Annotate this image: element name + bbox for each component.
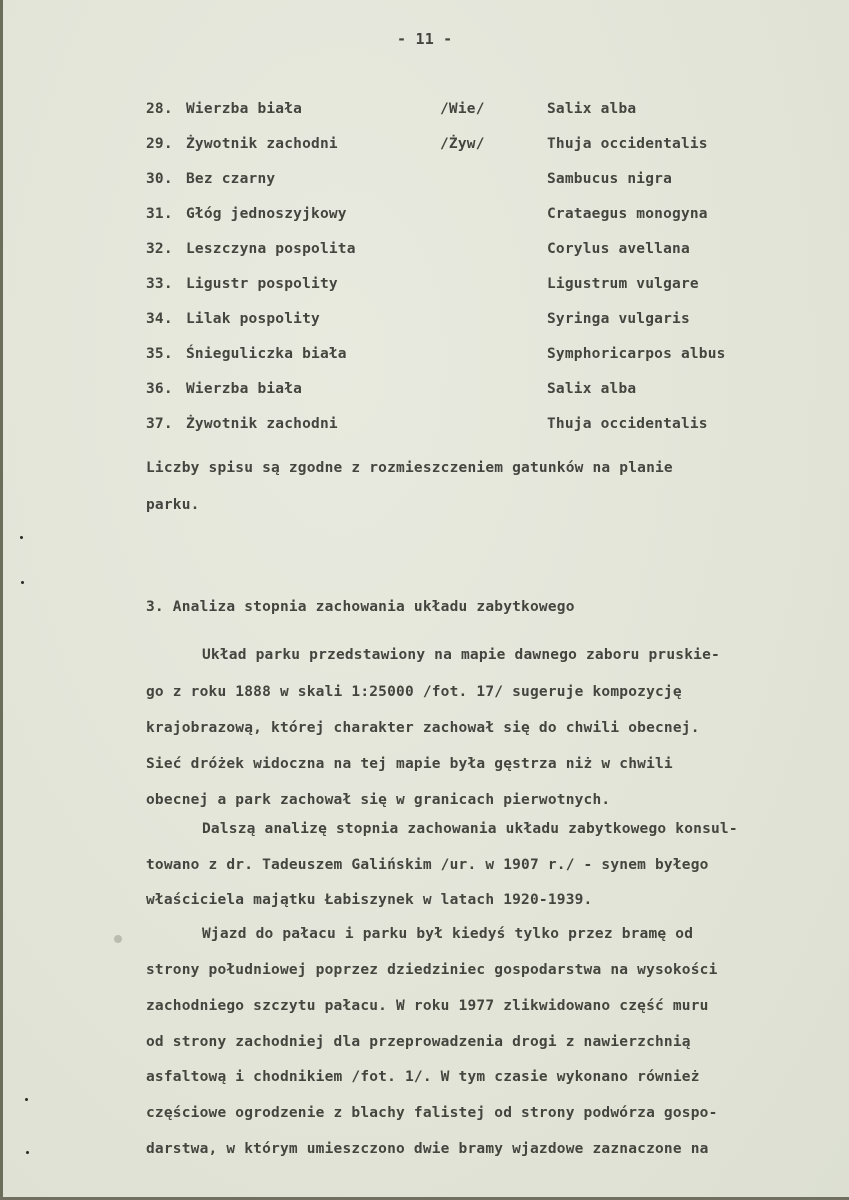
latin-name: Thuja occidentalis — [547, 416, 708, 432]
item-number: 36. — [146, 381, 173, 397]
paper-smudge — [114, 935, 122, 943]
note-line: parku. — [146, 497, 200, 513]
latin-name: Crataegus monogyna — [547, 206, 708, 222]
polish-name: Wierzba biała — [186, 101, 303, 117]
item-number: 31. — [146, 206, 173, 222]
page-left-edge — [0, 0, 3, 1200]
margin-mark — [25, 1098, 28, 1101]
paragraph-line: częściowe ogrodzenie z blachy falistej od strony podwórza gospo- — [146, 1105, 718, 1121]
margin-mark — [21, 581, 24, 584]
polish-name: Wierzba biała — [186, 381, 303, 397]
margin-mark — [26, 1151, 29, 1154]
paragraph-line: go z roku 1888 w skali 1:25000 /fot. 17/ sugeruje kompozycję — [146, 684, 682, 700]
latin-name: Sambucus nigra — [547, 171, 673, 187]
abbreviation: /Wie/ — [440, 101, 485, 117]
polish-name: Ligustr pospolity — [186, 276, 338, 292]
item-number: 34. — [146, 311, 173, 327]
note-line: Liczby spisu są zgodne z rozmieszczeniem gatunków na planie — [146, 460, 673, 476]
paragraph-line: strony południowej poprzez dziedziniec gospodarstwa na wysokości — [146, 962, 718, 978]
page-number: - 11 - — [397, 30, 453, 48]
paragraph-line: asfaltową i chodnikiem /fot. 1/. W tym czasie wykonano również — [146, 1069, 700, 1085]
margin-mark — [20, 536, 23, 539]
paragraph-line: zachodniego szczytu pałacu. W roku 1977 zlikwidowano część muru — [146, 998, 709, 1014]
polish-name: Śnieguliczka biała — [186, 346, 347, 362]
polish-name: Leszczyna pospolita — [186, 241, 356, 257]
item-number: 29. — [146, 136, 173, 152]
paragraph-line: Układ parku przedstawiony na mapie dawnego zaboru pruskie- — [202, 647, 720, 663]
paragraph-line: krajobrazową, której charakter zachował się do chwili obecnej. — [146, 720, 700, 736]
paragraph-line: darstwa, w którym umieszczono dwie bramy wjazdowe zaznaczone na — [146, 1141, 709, 1157]
abbreviation: /Żyw/ — [440, 136, 485, 152]
item-number: 37. — [146, 416, 173, 432]
polish-name: Głóg jednoszyjkowy — [186, 206, 347, 222]
item-number: 35. — [146, 346, 173, 362]
item-number: 30. — [146, 171, 173, 187]
polish-name: Bez czarny — [186, 171, 276, 187]
latin-name: Salix alba — [547, 101, 637, 117]
paragraph-line: towano z dr. Tadeuszem Galińskim /ur. w 1907 r./ - synem byłego — [146, 857, 709, 873]
paragraph-line: od strony zachodniej dla przeprowadzenia drogi z nawierzchnią — [146, 1034, 691, 1050]
paragraph-line: Sieć dróżek widoczna na tej mapie była gęstrza niż w chwili — [146, 756, 673, 772]
polish-name: Żywotnik zachodni — [186, 416, 338, 432]
paragraph-line: Dalszą analizę stopnia zachowania układu zabytkowego konsul- — [202, 821, 738, 837]
item-number: 28. — [146, 101, 173, 117]
item-number: 32. — [146, 241, 173, 257]
section-heading: 3. Analiza stopnia zachowania układu zabytkowego — [146, 599, 575, 615]
paragraph-line: Wjazd do pałacu i parku był kiedyś tylko przez bramę od — [202, 926, 694, 942]
latin-name: Salix alba — [547, 381, 637, 397]
item-number: 33. — [146, 276, 173, 292]
latin-name: Thuja occidentalis — [547, 136, 708, 152]
latin-name: Symphoricarpos albus — [547, 346, 726, 362]
paragraph-line: właściciela majątku Łabiszynek w latach 1920-1939. — [146, 892, 593, 908]
latin-name: Syringa vulgaris — [547, 311, 690, 327]
latin-name: Corylus avellana — [547, 241, 690, 257]
paragraph-line: obecnej a park zachował się w granicach pierwotnych. — [146, 792, 611, 808]
polish-name: Lilak pospolity — [186, 311, 320, 327]
polish-name: Żywotnik zachodni — [186, 136, 338, 152]
latin-name: Ligustrum vulgare — [547, 276, 699, 292]
